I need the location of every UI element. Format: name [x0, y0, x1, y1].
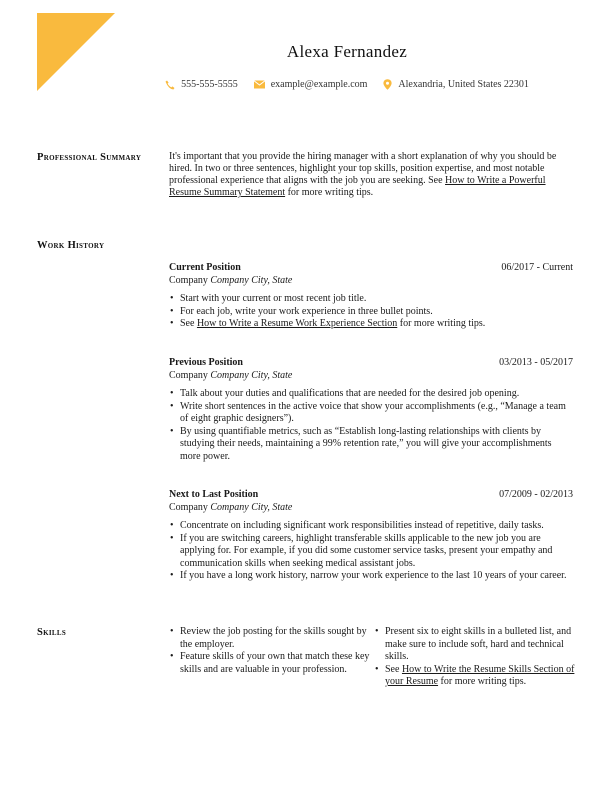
job-position: Previous Position — [169, 357, 243, 368]
job-entry — [169, 262, 573, 331]
contact-bar — [0, 79, 612, 90]
contact-email — [254, 79, 368, 90]
list-item: • By using quantifiable metrics, such as “Establish long-lasting relationships with clients by studying their needs, maintaining a 99% retention rate,” you will give your accomplishments more power. — [169, 426, 573, 464]
summary-after: for more writing tips. — [285, 187, 374, 198]
section-title-work: Work History — [37, 240, 105, 251]
section-title-summary: Professional Summary — [37, 152, 142, 163]
summary-text — [169, 151, 569, 199]
list-item: • Write short sentences in the active voice that show your accomplishments (e.g., “Manage a team of eight graphic designers”). — [169, 401, 573, 426]
job-dates: 03/2013 - 05/2017 — [499, 357, 573, 368]
list-item: • For each job, write your work experience in three bullet points. — [169, 306, 573, 319]
work-experience-link[interactable]: How to Write a Resume Work Experience Section — [196, 318, 398, 329]
job-company — [169, 502, 573, 515]
phone-icon — [165, 80, 175, 90]
list-item: • Start with your current or most recent job title. — [169, 293, 573, 306]
contact-phone — [165, 79, 238, 90]
job-position: Current Position — [169, 262, 241, 273]
skills-column-1 — [169, 626, 374, 689]
list-item: • If you are switching careers, highlight transferable skills applicable to the new job you are applying for. For example, if you did some customer service tasks, present your empathy and communication skills when seeking medical assistant jobs. — [169, 533, 573, 571]
contact-location — [383, 79, 529, 90]
location-pin-icon — [383, 79, 392, 90]
list-item: • Present six to eight skills in a bulleted list, and make sure to include soft, hard and technical skills. — [374, 626, 579, 664]
bullet-post: for more writing tips. — [397, 318, 486, 329]
list-item — [374, 664, 579, 689]
job-company — [169, 370, 573, 383]
job-dates: 06/2017 - Current — [501, 262, 573, 273]
job-position: Next to Last Position — [169, 489, 259, 500]
list-item: • Feature skills of your own that match these key skills and are valuable in your profession. — [169, 651, 374, 676]
company-location: Company City, State — [210, 274, 293, 286]
company-location: Company City, State — [210, 369, 293, 381]
skills-section-link[interactable]: How to Write the Resume Skills Section of your Resume — [385, 663, 575, 687]
summary-body: It's important that you provide the hiring manager with a short explanation of why you should be hired. In two or three sentences, highlight your top skills, position expertise, and most notable professional experience that aligns with the job you are seeking. See — [169, 151, 557, 186]
bullet-pre: See — [180, 318, 197, 329]
location-text: Alexandria, United States 22301 — [398, 79, 529, 90]
envelope-icon — [254, 80, 265, 89]
phone-text: 555-555-5555 — [181, 79, 238, 90]
company-name: Company — [169, 501, 208, 513]
candidate-name: Alexa Fernandez — [286, 42, 408, 61]
skills-list — [169, 626, 579, 689]
job-dates: 07/2009 - 02/2013 — [499, 489, 573, 500]
summary-link[interactable]: How to Write a Powerful Resume Summary Statement — [169, 175, 546, 198]
list-item — [169, 318, 573, 331]
bullet-post: for more writing tips. — [438, 676, 527, 687]
skills-column-2 — [374, 626, 579, 689]
list-item: • Review the job posting for the skills sought by the employer. — [169, 626, 374, 651]
job-entry — [169, 489, 573, 583]
bullet-pre: See — [385, 663, 402, 675]
company-location: Company City, State — [210, 501, 293, 513]
email-text: example@example.com — [270, 79, 368, 90]
list-item: • Talk about your duties and qualifications that are needed for the desired job opening. — [169, 388, 573, 401]
job-entry — [169, 357, 573, 463]
list-item: • If you have a long work history, narrow your work experience to the last 10 years of your career. — [169, 570, 573, 583]
list-item: • Concentrate on including significant work responsibilities instead of repetitive, daily tasks. — [169, 520, 573, 533]
section-title-skills: Skills — [37, 627, 67, 638]
job-company — [169, 275, 573, 288]
company-name: Company — [169, 274, 208, 286]
company-name: Company — [169, 369, 208, 381]
